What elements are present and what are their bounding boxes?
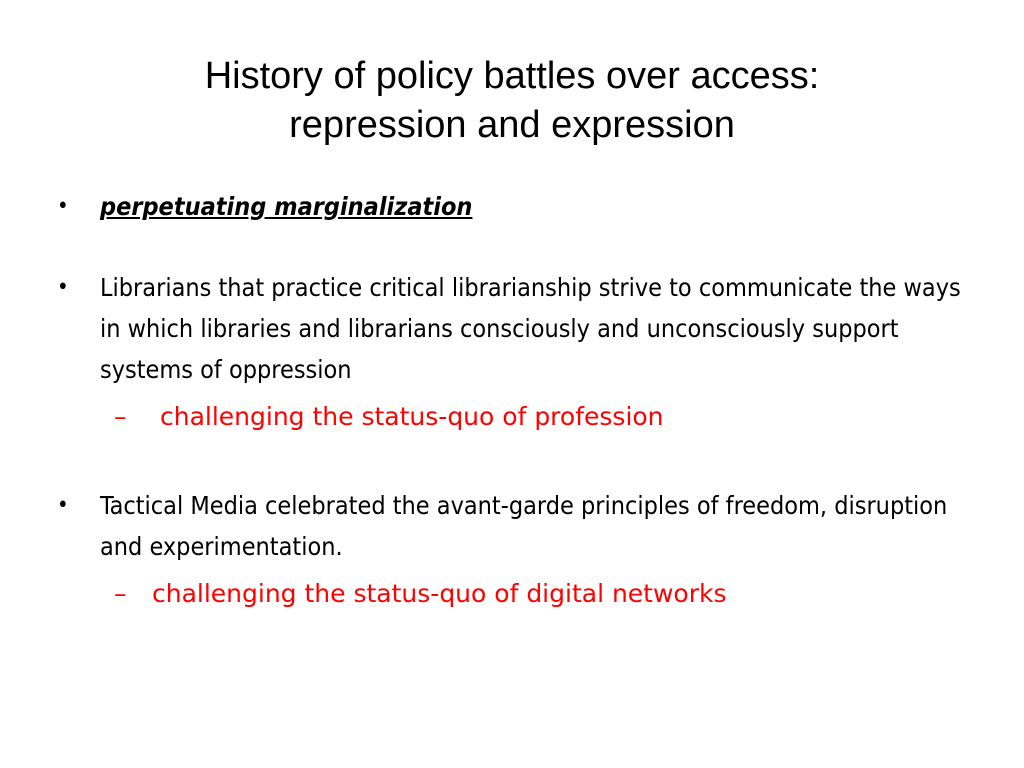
bullet-glyph: • [57, 275, 69, 300]
title-line: repression and expression [289, 104, 735, 146]
sub-bullet-text: challenging the status-quo of digital networks [152, 579, 727, 608]
slide-title [60, 52, 964, 150]
bullet-item [57, 485, 977, 567]
sub-bullet-item [57, 396, 977, 437]
bullet-glyph: • [57, 194, 69, 219]
dash-glyph: – [114, 402, 127, 431]
bullet-item [57, 267, 977, 390]
bullet-glyph: • [57, 493, 69, 518]
bullet-item [57, 186, 977, 227]
title-line: History of policy battles over access: [204, 55, 820, 97]
bullet-text: Librarians that practice critical librarianship strive to communicate the ways in which libraries and librarians consciously and unconsciously support systems of oppression [100, 273, 961, 384]
dash-glyph: – [114, 579, 127, 608]
sub-bullet-item [57, 573, 977, 614]
bullet-list [57, 186, 977, 614]
sub-bullet-text: challenging the status-quo of profession [160, 402, 664, 431]
bullet-text: Tactical Media celebrated the avant-garde principles of freedom, disruption and experimentation. [100, 491, 948, 561]
bullet-text: perpetuating marginalization [100, 192, 473, 221]
